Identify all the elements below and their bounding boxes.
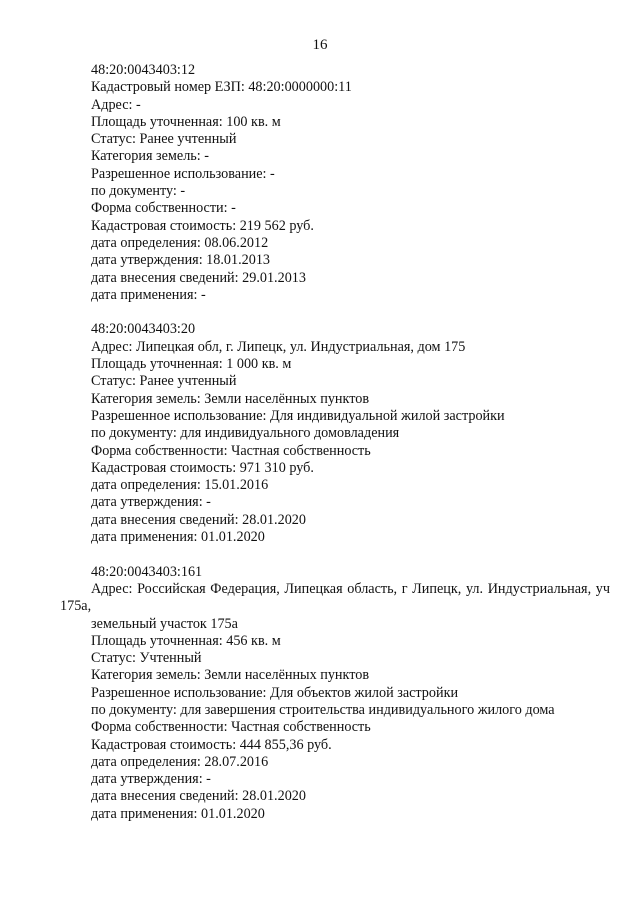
land-category: Категория земель: Земли населённых пунктов — [91, 667, 370, 684]
area: Площадь уточненная: 456 кв. м — [91, 632, 281, 649]
ownership-form: Форма собственности: Частная собственность — [91, 442, 371, 459]
status: Статус: Ранее учтенный — [91, 373, 237, 390]
approval-date: дата утверждения: 18.01.2013 — [91, 252, 271, 269]
entry-date: дата внесения сведений: 28.01.2020 — [91, 511, 306, 528]
address: Адрес: Липецкая обл, г. Липецк, ул. Индустриальная, дом 175 — [91, 338, 466, 355]
application-date: дата применения: 01.01.2020 — [91, 805, 265, 822]
cadastral-number: 48:20:0043403:20 — [91, 321, 196, 338]
cadastral-number: 48:20:0043403:161 — [91, 563, 203, 580]
document-body — [60, 62, 610, 823]
entry-date: дата внесения сведений: 29.01.2013 — [91, 269, 306, 286]
determination-date: дата определения: 15.01.2016 — [91, 477, 269, 494]
permitted-use: Разрешенное использование: - — [91, 165, 275, 182]
status: Статус: Ранее учтенный — [91, 131, 237, 148]
status: Статус: Учтенный — [91, 650, 202, 667]
parcel-record — [60, 564, 610, 823]
area: Площадь уточненная: 1 000 кв. м — [91, 356, 292, 373]
ownership-form: Форма собственности: Частная собственность — [91, 719, 371, 736]
cadastral-value: Кадастровая стоимость: 444 855,36 руб. — [91, 736, 332, 753]
approval-date: дата утверждения: - — [91, 771, 211, 788]
determination-date: дата определения: 28.07.2016 — [91, 753, 269, 770]
permitted-use: Разрешенное использование: Для объектов жилой застройки — [91, 684, 459, 701]
ownership-form: Форма собственности: - — [91, 200, 236, 217]
cadastral-number: 48:20:0043403:12 — [91, 62, 196, 78]
cadastral-value: Кадастровая стоимость: 971 310 руб. — [91, 459, 314, 476]
address: Адрес: Российская Федерация, Липецкая область, г Липецк, ул. Индустриальная, уч 175а, — [60, 580, 610, 615]
permitted-use-by-document: по документу: для индивидуального домовладения — [91, 425, 400, 442]
permitted-use: Разрешенное использование: Для индивидуальной жилой застройки — [91, 407, 505, 424]
determination-date: дата определения: 08.06.2012 — [91, 234, 269, 251]
application-date: дата применения: 01.01.2020 — [91, 529, 265, 546]
entry-date: дата внесения сведений: 28.01.2020 — [91, 788, 306, 805]
address-continuation: земельный участок 175а — [91, 615, 238, 632]
land-category: Категория земель: - — [91, 148, 209, 165]
area: Площадь уточненная: 100 кв. м — [91, 113, 281, 130]
cadastral-value: Кадастровая стоимость: 219 562 руб. — [91, 217, 314, 234]
parcel-record — [60, 62, 610, 304]
approval-date: дата утверждения: - — [91, 494, 211, 511]
page-number: 16 — [312, 37, 328, 53]
land-category: Категория земель: Земли населённых пунктов — [91, 390, 370, 407]
address: Адрес: - — [91, 96, 141, 113]
permitted-use-by-document: по документу: для завершения строительства индивидуального жилого дома — [91, 701, 555, 718]
permitted-use-by-document: по документу: - — [91, 183, 186, 200]
application-date: дата применения: - — [91, 286, 206, 303]
ezp-cadastral-number: Кадастровый номер ЕЗП: 48:20:0000000:11 — [91, 79, 352, 96]
parcel-record — [60, 321, 610, 546]
